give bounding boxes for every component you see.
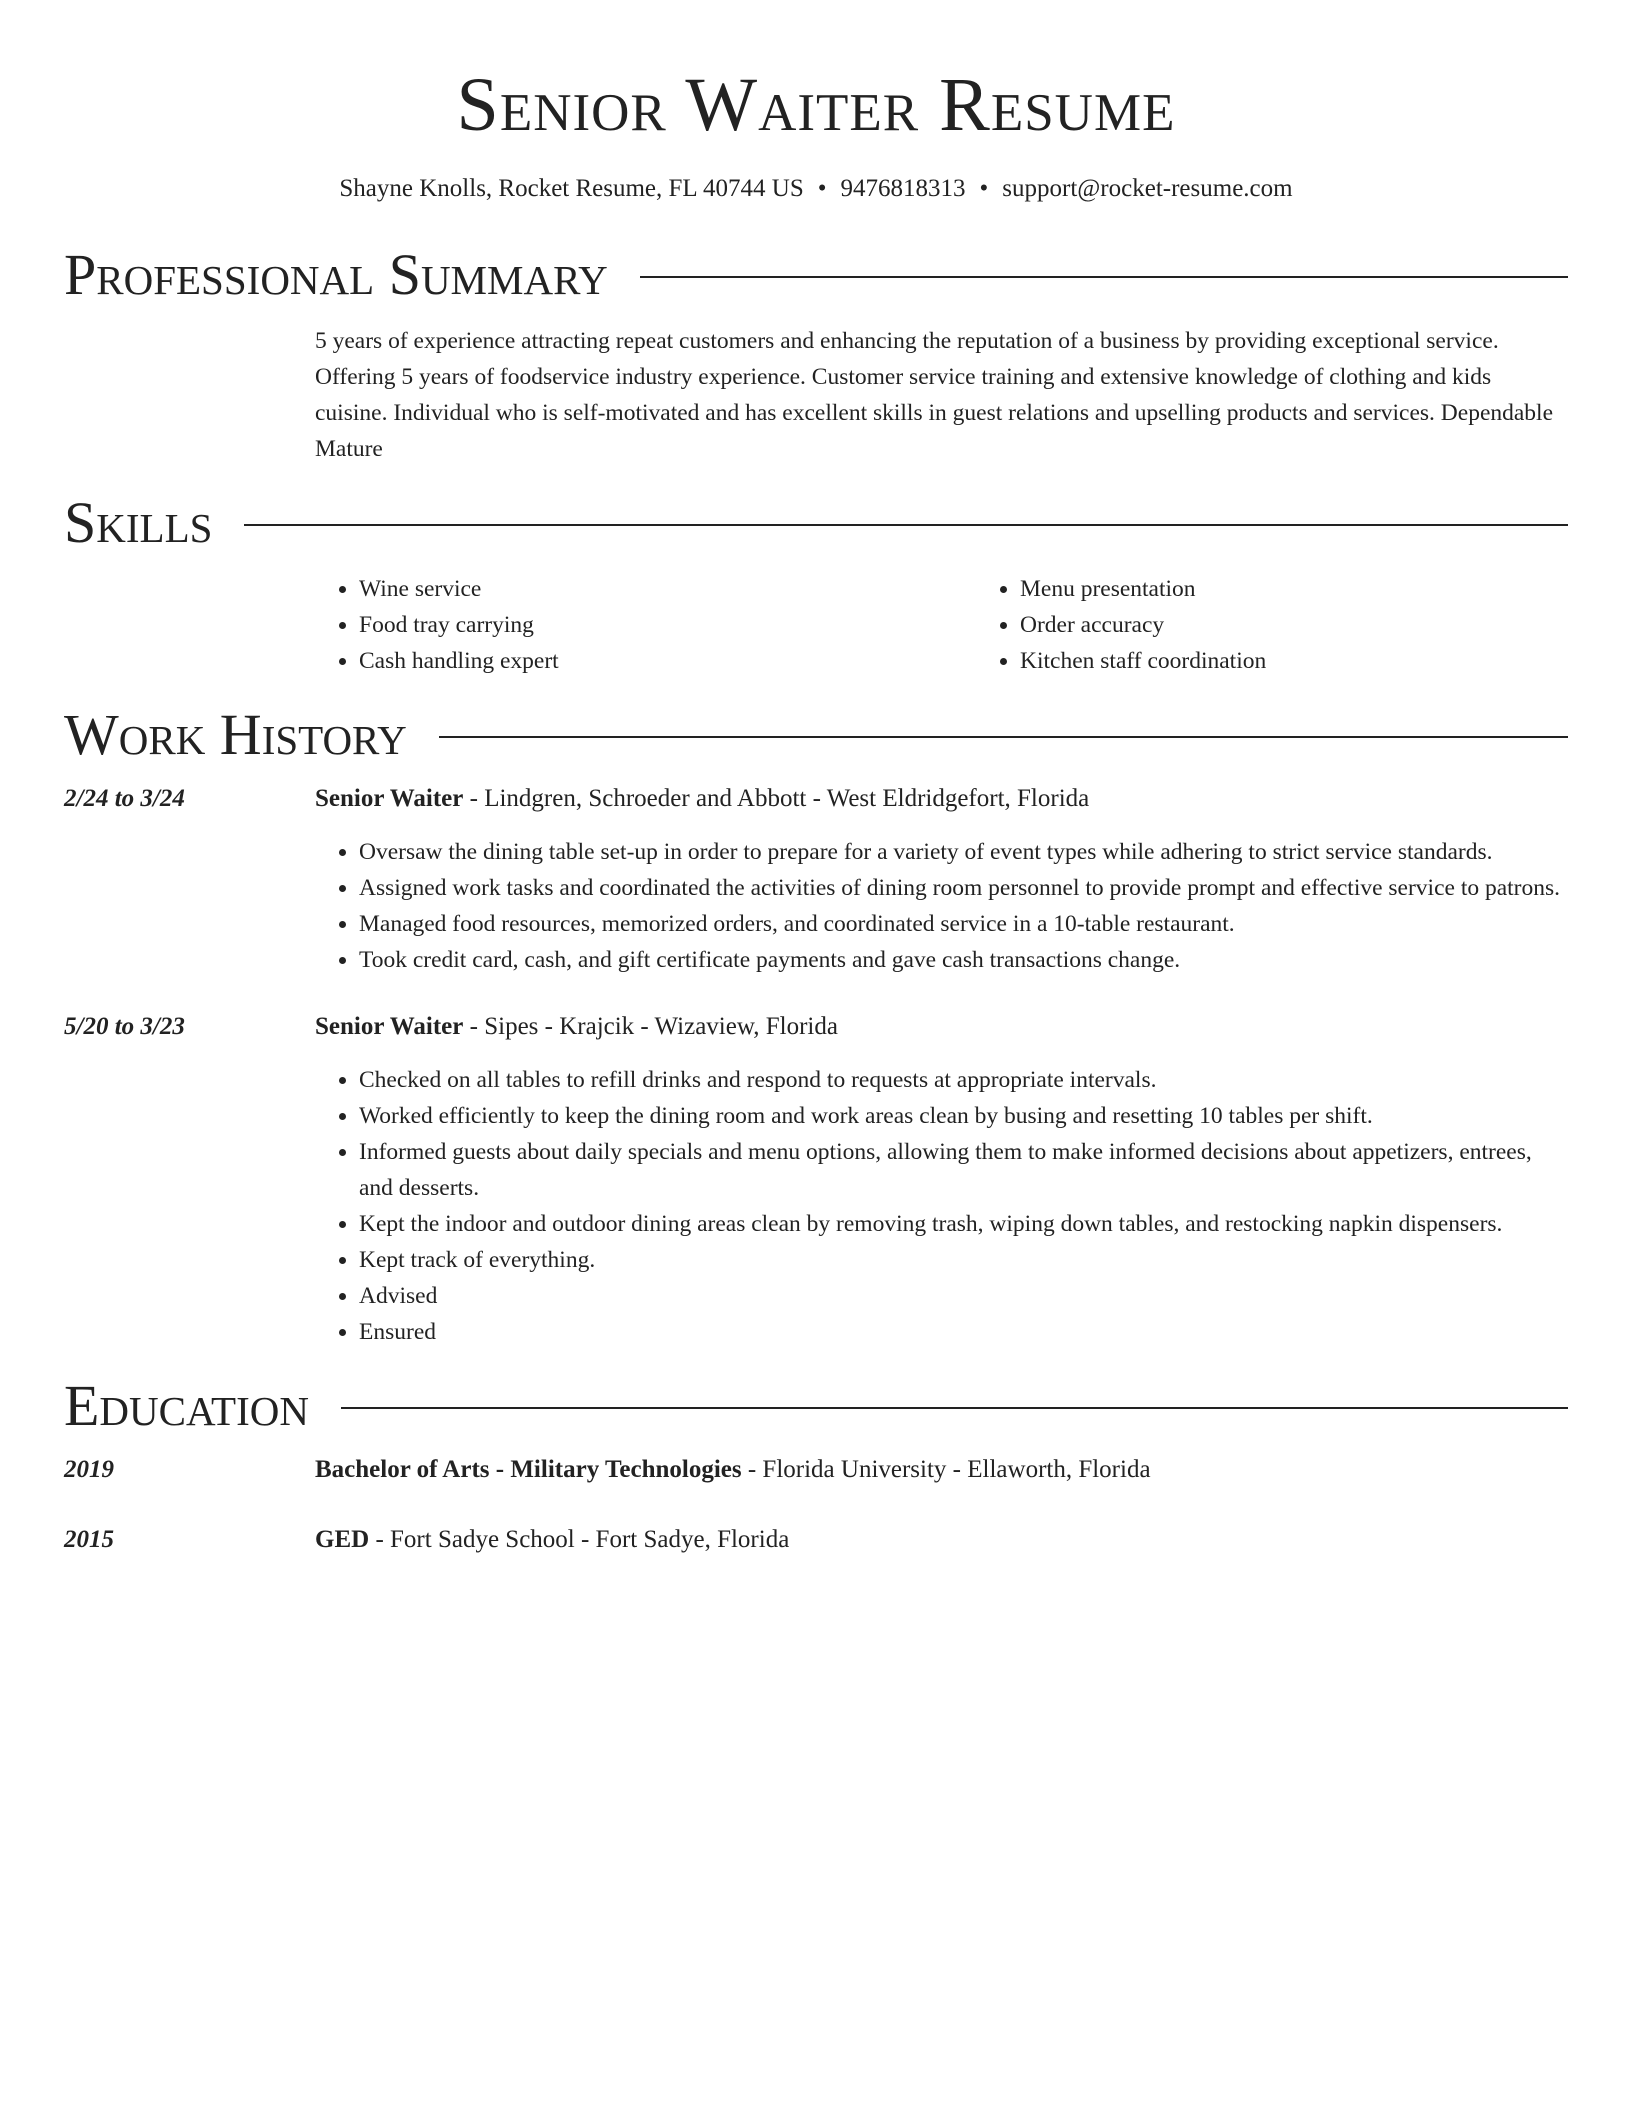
education-line <box>315 1523 1568 1557</box>
skill-item: • Order accuracy <box>1020 607 1632 643</box>
work-section-header <box>64 704 1568 766</box>
section-divider <box>439 736 1568 738</box>
contact-address: Shayne Knolls, Rocket Resume, FL 40744 US <box>339 175 804 202</box>
job-bullet: • Ensured <box>359 1314 1568 1350</box>
skill-item: • Menu presentation <box>1020 571 1632 607</box>
job-dates: 5/20 to 3/23 <box>64 1013 185 1040</box>
section-divider <box>341 1407 1568 1409</box>
summary-heading: Professional Summary <box>64 242 608 307</box>
job-bullet: • Assigned work tasks and coordinated the activities of dining room personnel to provide prompt and effective service to patrons. <box>359 870 1568 906</box>
education-heading: Education <box>64 1373 309 1438</box>
skill-item: • Wine service <box>359 571 976 607</box>
education-entry <box>64 1523 1568 1557</box>
job-bullet: • Checked on all tables to refill drinks and respond to requests at appropriate intervals. <box>359 1062 1568 1098</box>
job-bullet: • Oversaw the dining table set-up in order to prepare for a variety of event types while adhering to strict service standards. <box>359 834 1568 870</box>
education-degree: GED <box>315 1526 370 1553</box>
job-dates: 2/24 to 3/24 <box>64 785 185 812</box>
bullet-separator: • <box>979 175 989 202</box>
job-title: Senior Waiter <box>315 1013 464 1040</box>
job-title-line <box>315 1010 1568 1044</box>
skills-column-right <box>976 571 1632 679</box>
job-title-line <box>315 782 1568 816</box>
work-heading: Work History <box>64 702 407 767</box>
job-details: - Lindgren, Schroeder and Abbott - West Eldridgefort, Florida <box>463 785 1090 812</box>
job-bullet: • Managed food resources, memorized orders, and coordinated service in a 10-table restaurant. <box>359 906 1568 942</box>
job-entry <box>64 1010 1568 1350</box>
skills-heading: Skills <box>64 490 213 555</box>
summary-body <box>315 323 1568 467</box>
job-bullet: • Kept the indoor and outdoor dining areas clean by removing trash, wiping down tables, and restocking napkin dispensers. <box>359 1206 1568 1242</box>
skills-section-header <box>64 492 1568 554</box>
bullet-separator: • <box>817 175 827 202</box>
job-bullet: • Took credit card, cash, and gift certificate payments and gave cash transactions change. <box>359 942 1568 978</box>
skill-item: • Food tray carrying <box>359 607 976 643</box>
job-bullet: • Advised <box>359 1278 1568 1314</box>
summary-text: 5 years of experience attracting repeat customers and enhancing the reputation of a business by providing exceptional service. Offering 5 years of foodservice industry experience. Customer service training and extensive knowledge of clothing and kids cuisine. Individual who is self-motivated and has excellent skills in guest relations and upselling products and services. Dependable Mature <box>315 328 1554 462</box>
resume-title: Senior Waiter Resume <box>456 63 1176 147</box>
job-header <box>64 782 1568 816</box>
contact-line <box>64 173 1568 205</box>
job-bullets <box>315 834 1568 978</box>
job-bullet: • Worked efficiently to keep the dining room and work areas clean by busing and resetting 10 tables per shift. <box>359 1098 1568 1134</box>
job-bullets <box>315 1062 1568 1350</box>
summary-section-header <box>64 244 1568 306</box>
education-details: - Florida University - Ellaworth, Florida <box>741 1456 1151 1483</box>
job-header <box>64 1010 1568 1044</box>
resume-page <box>64 0 1568 1557</box>
contact-email: support@rocket-resume.com <box>1002 175 1293 202</box>
education-degree: Bachelor of Arts - Military Technologies <box>315 1456 742 1483</box>
education-year: 2019 <box>64 1456 114 1483</box>
job-title: Senior Waiter <box>315 785 464 812</box>
section-divider <box>640 276 1568 278</box>
education-line <box>315 1453 1568 1487</box>
section-divider <box>244 524 1568 526</box>
skills-column-left <box>315 571 976 679</box>
skills-list <box>315 571 1568 679</box>
job-entry <box>64 782 1568 978</box>
contact-phone: 9476818313 <box>840 175 966 202</box>
education-entry <box>64 1453 1568 1487</box>
job-bullet: • Kept track of everything. <box>359 1242 1568 1278</box>
skill-item: • Kitchen staff coordination <box>1020 643 1632 679</box>
job-details: - Sipes - Krajcik - Wizaview, Florida <box>463 1013 838 1040</box>
education-section-header <box>64 1375 1568 1437</box>
education-details: - Fort Sadye School - Fort Sadye, Florida <box>369 1526 790 1553</box>
job-bullet: • Informed guests about daily specials and menu options, allowing them to make informed decisions about appetizers, entrees, and desserts. <box>359 1134 1568 1206</box>
education-year: 2015 <box>64 1526 114 1553</box>
skill-item: • Cash handling expert <box>359 643 976 679</box>
